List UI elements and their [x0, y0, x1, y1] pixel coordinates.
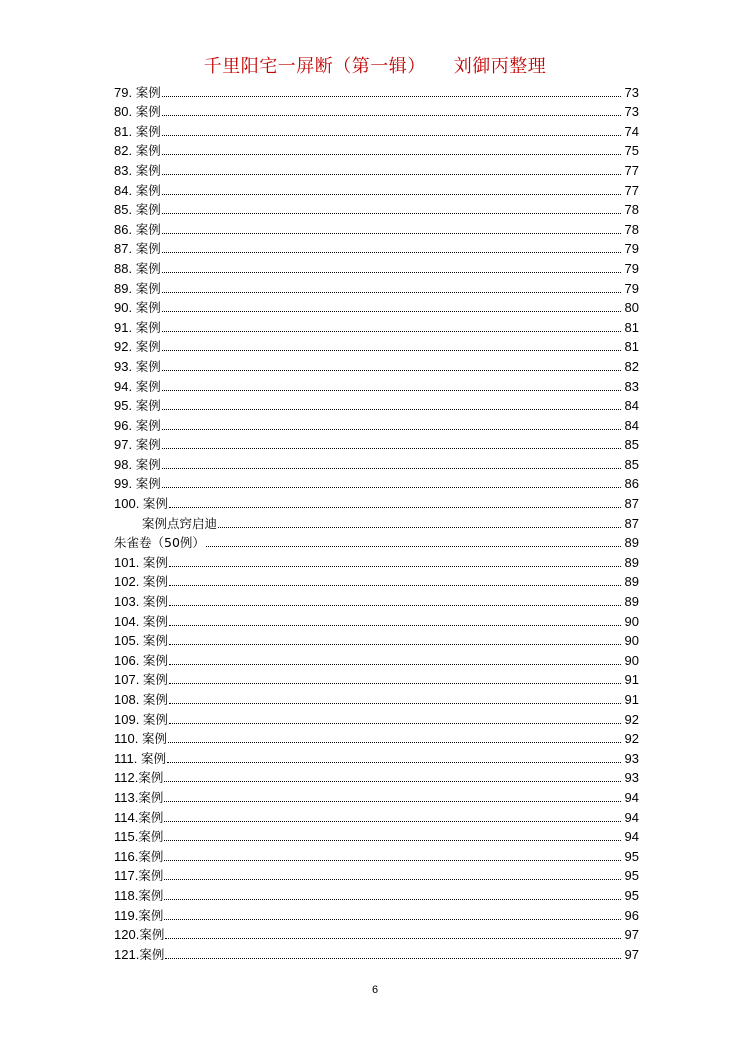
dot-leader [164, 821, 621, 822]
dot-leader [218, 527, 621, 528]
toc-entry-number: 100. [114, 496, 143, 512]
toc-entry-number: 91. [114, 319, 136, 335]
toc-entry[interactable] [114, 766, 639, 786]
dot-leader [162, 331, 621, 332]
toc-entry-page: 89 [624, 594, 639, 610]
toc-entry-title: 案例 [138, 868, 164, 884]
dot-leader [164, 860, 621, 861]
toc-entry-page: 81 [624, 339, 639, 355]
toc-entry-number: 79. [114, 84, 136, 100]
dot-leader [169, 566, 621, 567]
toc-entry-title: 案例 [138, 789, 164, 805]
toc-entry-number: 95. [114, 398, 136, 414]
toc-entry-page: 95 [624, 887, 639, 903]
toc-entry-number: 112. [114, 770, 139, 786]
toc-entry[interactable] [114, 668, 639, 688]
toc-entry[interactable] [114, 237, 639, 257]
toc-entry-page: 80 [624, 300, 639, 316]
dot-leader [165, 958, 621, 959]
toc-entry-page: 79 [624, 260, 639, 276]
toc-entry[interactable] [114, 217, 639, 237]
toc-entry-page: 77 [624, 162, 639, 178]
toc-entry-number: 87. [114, 241, 136, 257]
page-number: 6 [371, 984, 379, 996]
toc-entry-page: 78 [624, 202, 639, 218]
toc-entry-number: 93. [114, 358, 136, 374]
dot-leader [169, 625, 621, 626]
toc-entry-number: 105. [114, 633, 143, 649]
toc-entry-number: 86. [114, 221, 136, 237]
toc-entry-page: 91 [624, 692, 639, 707]
toc-entry-title: 案例 [142, 711, 168, 727]
dot-leader [164, 899, 621, 900]
toc-entry-page: 74 [624, 123, 639, 139]
toc-entry-title: 案例 [142, 613, 168, 629]
toc-entry[interactable] [114, 844, 639, 864]
toc-entry-number: 113. [114, 789, 139, 805]
toc-entry-title: 案例 [135, 123, 161, 139]
dot-leader [162, 154, 621, 155]
dot-leader [169, 507, 621, 508]
toc-entry[interactable] [114, 315, 639, 335]
toc-entry[interactable] [114, 923, 639, 943]
toc-entry-page: 96 [624, 907, 639, 923]
toc-entry[interactable] [114, 100, 639, 120]
dot-leader [169, 664, 621, 665]
toc-entry-title: 案例 [135, 300, 161, 316]
toc-entry-title: 案例 [138, 848, 164, 864]
dot-leader [162, 350, 621, 351]
dot-leader [169, 585, 621, 586]
toc-entry-page: 73 [624, 104, 639, 120]
dot-leader [162, 135, 621, 136]
toc-entry[interactable] [114, 707, 639, 727]
toc-entry-number: 88. [114, 260, 136, 276]
dot-leader [162, 213, 621, 214]
toc-entry[interactable] [114, 296, 639, 316]
toc-entry[interactable] [114, 727, 639, 747]
toc-entry[interactable] [114, 276, 639, 296]
toc-entry-title: 案例 [135, 358, 161, 374]
dot-leader [169, 723, 621, 724]
toc-entry-number: 121. [114, 946, 140, 962]
toc-entry[interactable] [114, 785, 639, 805]
toc-entry[interactable] [114, 178, 639, 198]
toc-entry-number: 92. [114, 339, 136, 355]
toc-entry-title: 案例 [138, 829, 164, 845]
toc-entry-title: 案例 [142, 554, 168, 570]
toc-entry-title: 案例 [138, 809, 164, 825]
toc-entry-number: 84. [114, 182, 136, 198]
toc-entry-title: 案例 [135, 84, 161, 100]
dot-leader [164, 781, 621, 782]
dot-leader [162, 468, 621, 469]
toc-entry-page: 79 [624, 241, 639, 257]
dot-leader [162, 252, 621, 253]
toc-entry[interactable] [114, 531, 639, 551]
toc-entry-page: 91 [624, 672, 639, 688]
toc-entry-number: 118. [114, 887, 139, 903]
toc-entry-page: 90 [624, 652, 639, 668]
toc-entry[interactable] [114, 158, 639, 178]
toc-entry-title: 朱雀卷（50例） [114, 535, 205, 551]
dot-leader [162, 174, 621, 175]
dot-leader [165, 938, 621, 939]
toc-entry-page: 81 [624, 319, 639, 335]
toc-entry-number: 115. [114, 829, 139, 845]
toc-entry-number: 111. [114, 750, 141, 766]
toc-entry-page: 77 [624, 182, 639, 198]
dot-leader [169, 605, 621, 606]
toc-entry[interactable] [114, 491, 639, 511]
toc-entry-title: 案例 [135, 241, 161, 257]
toc-entry-page: 87 [624, 496, 639, 512]
toc-entry[interactable] [114, 609, 639, 629]
toc-entry-title: 案例 [135, 319, 161, 335]
book-author: 刘御丙整理 [453, 56, 547, 77]
toc-entry-page: 90 [624, 633, 639, 649]
toc-entry-number: 108. [114, 692, 143, 707]
toc-entry-title: 案例 [135, 260, 161, 276]
toc-entry[interactable] [114, 256, 639, 276]
toc-entry-title: 案例 [140, 750, 166, 766]
toc-entry[interactable] [114, 629, 639, 649]
toc-entry-page: 73 [624, 84, 639, 100]
toc-entry[interactable] [114, 472, 639, 492]
toc-entry-page: 78 [624, 221, 639, 237]
toc-entry-page: 84 [624, 398, 639, 414]
book-title: 千里阳宅一屏断（第一辑） [203, 56, 426, 77]
dot-leader [162, 390, 621, 391]
dot-leader [162, 194, 621, 195]
toc-entry-page: 95 [624, 868, 639, 884]
toc-entry[interactable] [114, 394, 639, 414]
toc-entry-title: 案例 [135, 221, 161, 237]
toc-entry[interactable] [114, 648, 639, 668]
toc-entry-title: 案例 [135, 339, 161, 355]
toc-entry-number: 96. [114, 417, 136, 433]
toc-entry[interactable] [114, 589, 639, 609]
toc-entry-title: 案例 [138, 770, 164, 786]
toc-entry[interactable] [114, 139, 639, 159]
toc-entry[interactable] [114, 903, 639, 923]
toc-entry-title: 案例 [135, 143, 161, 159]
toc-entry-page: 89 [624, 535, 639, 551]
toc-entry[interactable] [114, 452, 639, 472]
toc-entry-page: 93 [624, 770, 639, 786]
toc-entry[interactable] [114, 805, 639, 825]
toc-entry-title: 案例 [138, 907, 164, 923]
toc-entry-number: 120. [114, 927, 140, 943]
toc-entry[interactable] [114, 119, 639, 139]
toc-entry-title: 案例 [135, 437, 161, 453]
dot-leader [168, 742, 621, 743]
toc-entry[interactable] [114, 746, 639, 766]
toc-entry-number: 82. [114, 143, 136, 159]
toc-entry-title: 案例 [135, 476, 161, 492]
toc-entry-title: 案例 [142, 574, 168, 590]
toc-entry-title: 案例 [142, 496, 168, 512]
toc-entry[interactable] [114, 80, 639, 100]
toc-entry[interactable] [114, 374, 639, 394]
toc-entry-title: 案例 [135, 417, 161, 433]
toc-entry[interactable] [114, 413, 639, 433]
toc-entry-title: 案例 [135, 398, 161, 414]
toc-entry[interactable] [114, 354, 639, 374]
toc-entry[interactable] [114, 550, 639, 570]
toc-entry-page: 79 [624, 280, 639, 296]
toc-entry-number: 89. [114, 280, 136, 296]
toc-entry[interactable] [114, 825, 639, 845]
toc-entry-page: 89 [624, 554, 639, 570]
toc-entry-title: 案例 [135, 162, 161, 178]
toc-entry-number: 94. [114, 378, 136, 394]
toc-entry-number: 83. [114, 162, 136, 178]
dot-leader [206, 546, 621, 547]
toc-entry-number: 116. [114, 848, 139, 864]
toc-entry-number: 80. [114, 104, 136, 120]
toc-entry[interactable] [114, 511, 639, 531]
dot-leader [162, 272, 621, 273]
table-of-contents [114, 80, 639, 962]
page-header [0, 52, 750, 78]
toc-entry-title: 案例 [135, 202, 161, 218]
dot-leader [164, 801, 621, 802]
toc-entry-number: 107. [114, 672, 143, 688]
toc-entry-page: 94 [624, 809, 639, 825]
toc-entry-number: 114. [114, 809, 139, 825]
toc-entry-title: 案例 [135, 104, 161, 120]
dot-leader [162, 233, 621, 234]
dot-leader [169, 703, 621, 704]
toc-entry[interactable] [114, 335, 639, 355]
toc-entry-title: 案例 [142, 633, 168, 649]
dot-leader [169, 644, 621, 645]
toc-entry-title: 案例 [141, 731, 167, 747]
dot-leader [162, 96, 621, 97]
toc-entry-number: 81. [114, 123, 136, 139]
toc-entry[interactable] [114, 687, 639, 707]
toc-entry-title: 案例 [142, 594, 168, 610]
dot-leader [162, 292, 621, 293]
toc-entry-page: 84 [624, 417, 639, 433]
toc-entry-page: 83 [624, 378, 639, 394]
dot-leader [164, 919, 621, 920]
dot-leader [167, 762, 621, 763]
toc-entry-number: 106. [114, 652, 143, 668]
toc-entry-title: 案例点窍启迪 [142, 515, 218, 531]
toc-entry-page: 92 [624, 731, 639, 747]
dot-leader [162, 487, 621, 488]
toc-entry-number: 109. [114, 711, 143, 727]
toc-entry-number: 98. [114, 456, 136, 472]
toc-entry-page: 85 [624, 437, 639, 453]
toc-entry-title: 案例 [139, 927, 165, 943]
dot-leader [164, 879, 621, 880]
toc-entry-title: 案例 [135, 280, 161, 296]
toc-entry[interactable] [114, 883, 639, 903]
dot-leader [164, 840, 621, 841]
toc-entry-page: 94 [624, 789, 639, 805]
toc-entry-number: 110. [114, 731, 142, 747]
toc-entry-title: 案例 [139, 946, 165, 962]
toc-entry[interactable] [114, 864, 639, 884]
toc-entry-title: 案例 [142, 692, 168, 707]
toc-entry-page: 82 [624, 358, 639, 374]
toc-entry[interactable] [114, 570, 639, 590]
toc-entry-page: 94 [624, 829, 639, 845]
toc-entry-title: 案例 [142, 672, 168, 688]
toc-entry[interactable] [114, 942, 639, 962]
toc-entry-page: 92 [624, 711, 639, 727]
toc-entry-page: 97 [624, 927, 639, 943]
toc-entry[interactable] [114, 198, 639, 218]
toc-entry-page: 86 [624, 476, 639, 492]
dot-leader [162, 409, 621, 410]
toc-entry-number: 102. [114, 574, 143, 590]
toc-entry-title: 案例 [135, 182, 161, 198]
toc-entry-title: 案例 [138, 887, 164, 903]
dot-leader [162, 370, 621, 371]
toc-entry-number: 104. [114, 613, 143, 629]
dot-leader [162, 448, 621, 449]
dot-leader [162, 429, 621, 430]
toc-entry-page: 89 [624, 574, 639, 590]
toc-entry-title: 案例 [142, 652, 168, 668]
toc-entry-page: 75 [624, 143, 639, 159]
toc-entry-number: 103. [114, 594, 143, 610]
toc-entry-page: 97 [624, 946, 639, 962]
toc-entry-number: 119. [114, 907, 139, 923]
toc-entry-number: 85. [114, 202, 136, 218]
toc-entry-number: 90. [114, 300, 136, 316]
toc-entry-page: 93 [624, 750, 639, 766]
toc-entry-number: 117. [114, 868, 139, 884]
dot-leader [162, 311, 621, 312]
toc-entry[interactable] [114, 433, 639, 453]
toc-entry-page: 85 [624, 456, 639, 472]
toc-entry-title: 案例 [135, 456, 161, 472]
toc-entry-page: 95 [624, 848, 639, 864]
toc-entry-number: 97. [114, 437, 136, 453]
toc-entry-page: 90 [624, 613, 639, 629]
toc-entry-number: 101. [114, 554, 143, 570]
toc-entry-number: 99. [114, 476, 136, 492]
toc-entry-title: 案例 [135, 378, 161, 394]
dot-leader [162, 115, 621, 116]
toc-entry-page: 87 [624, 515, 639, 531]
dot-leader [169, 683, 621, 684]
